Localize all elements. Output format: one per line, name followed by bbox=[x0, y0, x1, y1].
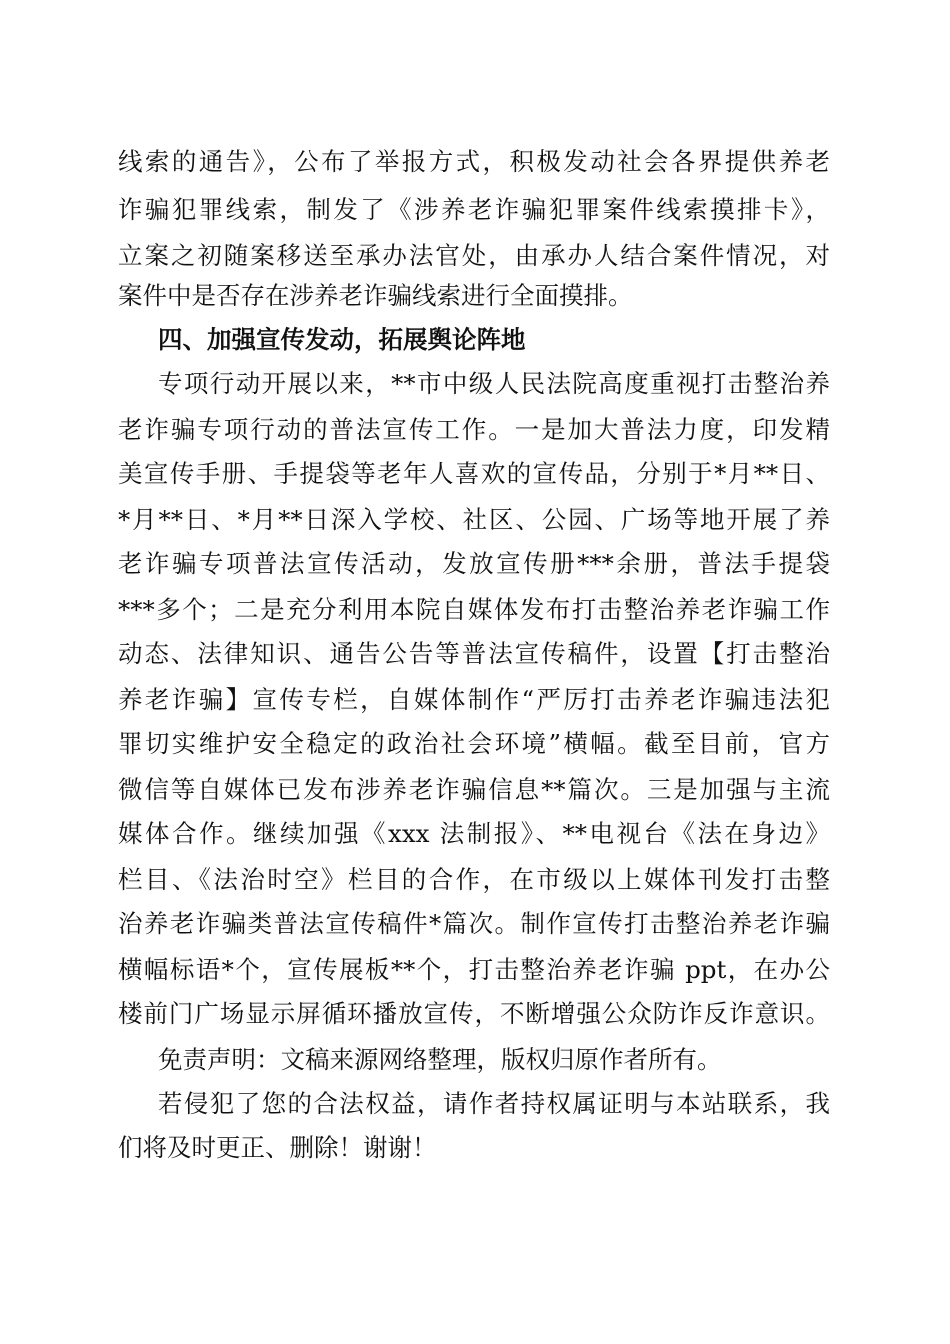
paragraph-line: 楼前门广场显示屏循环播放宣传，不断增强公众防诈反诈意识。 bbox=[118, 999, 830, 1028]
paragraph-line: 美宣传手册、手提袋等老年人喜欢的宣传品，分别于*月**日、 bbox=[118, 459, 830, 488]
paragraph-line: 养老诈骗】宣传专栏，自媒体制作“严厉打击养老诈骗违法犯 bbox=[118, 685, 830, 714]
disclaimer-text: 免责声明：文稿来源网络整理，版权归原作者所有。 bbox=[158, 1045, 722, 1074]
section-heading: 四、加强宣传发动，拓展舆论阵地 bbox=[158, 325, 526, 354]
paragraph-line: 横幅标语*个，宣传展板**个，打击整治养老诈骗 ppt，在办公 bbox=[118, 955, 830, 984]
paragraph-line: 老诈骗专项普法宣传活动，发放宣传册***余册，普法手提袋 bbox=[118, 549, 830, 578]
paragraph-line: 媒体合作。继续加强《xxx 法制报》、**电视台《法在身边》 bbox=[118, 819, 830, 848]
paragraph-line: 罪切实维护安全稳定的政治社会环境”横幅。截至目前，官方 bbox=[118, 729, 830, 758]
disclaimer-line: 们将及时更正、删除！谢谢！ bbox=[118, 1133, 437, 1162]
paragraph-line: 诈骗犯罪线索，制发了《涉养老诈骗犯罪案件线索摸排卡》， bbox=[118, 195, 830, 224]
paragraph-line: 立案之初随案移送至承办法官处，由承办人结合案件情况，对 bbox=[118, 241, 830, 270]
paragraph-line: 案件中是否存在涉养老诈骗线索进行全面摸排。 bbox=[118, 281, 633, 310]
paragraph-line: *月**日、*月**日深入学校、社区、公园、广场等地开展了养 bbox=[118, 505, 830, 534]
paragraph-line: ***多个；二是充分利用本院自媒体发布打击整治养老诈骗工作 bbox=[118, 595, 830, 624]
paragraph-line: 微信等自媒体已发布涉养老诈骗信息**篇次。三是加强与主流 bbox=[118, 775, 830, 804]
paragraph-line: 动态、法律知识、通告公告等普法宣传稿件，设置【打击整治 bbox=[118, 639, 830, 668]
paragraph-line: 栏目、《法治时空》栏目的合作，在市级以上媒体刊发打击整 bbox=[118, 865, 830, 894]
paragraph-line: 线索的通告》，公布了举报方式，积极发动社会各界提供养老 bbox=[118, 147, 830, 176]
paragraph-line: 专项行动开展以来，**市中级人民法院高度重视打击整治养 bbox=[158, 369, 830, 398]
disclaimer-line: 若侵犯了您的合法权益，请作者持权属证明与本站联系，我 bbox=[158, 1089, 830, 1118]
paragraph-line: 老诈骗专项行动的普法宣传工作。一是加大普法力度，印发精 bbox=[118, 415, 830, 444]
paragraph-line: 治养老诈骗类普法宣传稿件*篇次。制作宣传打击整治养老诈骗 bbox=[118, 909, 830, 938]
